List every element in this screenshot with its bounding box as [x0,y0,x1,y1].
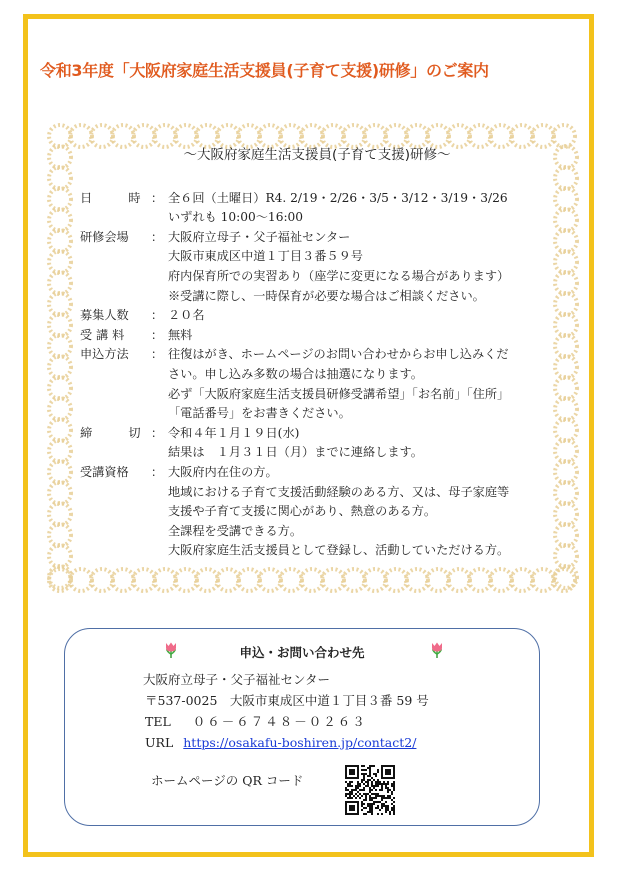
info-row-application [80,345,554,423]
lace-scallop [427,569,449,591]
info-line: 地域における子育て支援活動経験のある方、又は、母子家庭等 [168,484,510,499]
lace-scallop [469,125,491,147]
course-subtitle: ～大阪府家庭生活支援員(子育て支援)研修～ [183,147,451,163]
qr-code[interactable] [345,765,395,815]
lace-scallop [448,125,470,147]
info-label: 受講資格 [80,464,129,479]
lace-scallop [49,419,71,441]
info-label: 申込方法 [80,347,129,362]
info-line: 「電話番号」をお書きください。 [168,406,351,421]
info-line: 必ず「大阪府家庭生活支援員研修受講希望」「お名前」「住所」 [168,386,510,401]
lace-scallop [154,569,176,591]
info-line: 大阪府家庭生活支援員として登録し、活動していただける方。 [168,543,510,558]
info-separator: ： [150,327,164,342]
lace-scallop [322,125,344,147]
lace-scallop [49,356,71,378]
info-line: 往復はがき、ホームページのお問い合わせからお申し込みくだ [168,347,509,362]
lace-scallop [555,482,577,504]
lace-scallop [49,569,71,591]
lace-scallop [511,125,533,147]
lace-scallop [555,440,577,462]
lace-scallop [555,377,577,399]
lace-scallop [532,125,554,147]
lace-scallop [427,125,449,147]
lace-scallop [91,569,113,591]
lace-scallop [448,569,470,591]
lace-scallop [49,461,71,483]
contact-url [145,732,429,753]
lace-scallop [49,440,71,462]
lace-scallop [406,569,428,591]
lace-scallop [555,398,577,420]
info-row-capacity [80,306,554,326]
lace-scallop [49,398,71,420]
contact-link[interactable]: https://osakafu-boshiren.jp/contact2/ [183,735,417,750]
lace-scallop [196,569,218,591]
info-label: 研修会場 [80,229,129,244]
lace-scallop [112,569,134,591]
lace-scallop [301,569,323,591]
info-line: 大阪市東成区中道１丁目３番５９号 [168,249,363,264]
lace-scallop [490,125,512,147]
info-label: 募集人数 [80,308,129,323]
lace-scallop [49,188,71,210]
lace-scallop [49,167,71,189]
contact-tel [145,711,429,732]
info-separator: ： [150,229,164,244]
lace-scallop [49,524,71,546]
lace-scallop [49,230,71,252]
lace-scallop [555,545,577,567]
lace-scallop [49,293,71,315]
lace-scallop [49,209,71,231]
info-line: 全課程を受講できる方。 [168,523,303,538]
tel-number: ０６－６７４８－０２６３ [192,714,367,729]
lace-scallop [49,314,71,336]
lace-scallop [490,569,512,591]
lace-scallop [343,125,365,147]
info-line: 全６回（土曜日）R4. 2/19・2/26・3/5・3/12・3/19・3/26 [168,190,508,205]
lace-scallop [196,125,218,147]
lace-scallop [49,146,71,168]
lace-scallop [555,356,577,378]
info-row-schedule [80,189,554,228]
lace-scallop [70,569,92,591]
lace-scallop [280,569,302,591]
lace-scallop [217,125,239,147]
lace-scallop [49,251,71,273]
info-row-venue [80,228,554,306]
lace-scallop [49,503,71,525]
info-row-eligibility [80,463,554,561]
info-line: 大阪府内在住の方。 [168,464,278,479]
lace-scallop [133,125,155,147]
info-line: 令和４年１月１９日(水) [168,425,300,440]
lace-scallop [385,125,407,147]
lace-scallop [364,125,386,147]
info-separator: ： [150,347,164,362]
tel-label: TEL [145,714,171,729]
info-label: 日 時 [80,190,153,205]
info-line: 結果は １月３１日（月）までに連絡します。 [168,445,423,460]
lace-scallop [555,335,577,357]
lace-scallop [70,125,92,147]
lace-scallop [175,125,197,147]
lace-scallop [280,125,302,147]
info-label: 締 切 [80,425,153,440]
info-line: いずれも 10:00～16:00 [168,210,304,225]
lace-scallop [238,125,260,147]
lace-scallop [49,125,71,147]
lace-scallop [553,125,575,147]
lace-scallop [175,569,197,591]
lace-scallop [49,545,71,567]
lace-scallop [364,569,386,591]
url-label: URL [145,735,174,750]
lace-scallop [555,461,577,483]
lace-scallop [133,569,155,591]
lace-scallop [555,251,577,273]
info-separator: ： [150,425,164,440]
info-label: 受 講 料 [80,327,125,342]
lace-scallop [301,125,323,147]
info-separator: ： [150,308,164,323]
lace-scallop [555,188,577,210]
lace-scallop [154,125,176,147]
lace-scallop [259,569,281,591]
contact-box [64,628,540,826]
lace-scallop [49,335,71,357]
info-line: 支援や子育て支援に関心があり、熱意のある方。 [168,504,437,519]
lace-scallop [49,482,71,504]
info-separator: ： [150,464,164,479]
lace-scallop [49,377,71,399]
lace-scallop [555,209,577,231]
lace-scallop [322,569,344,591]
lace-scallop [259,125,281,147]
qr-label: ホームページの QR コード [151,773,304,788]
lace-scallop [555,230,577,252]
lace-scallop [91,125,113,147]
lace-scallop [406,125,428,147]
lace-scallop [343,569,365,591]
page-title: 令和3年度「大阪府家庭生活支援員(子育て支援)研修」のご案内 [40,61,489,80]
lace-scallop [532,569,554,591]
contact-org: 大阪府立母子・父子福祉センター [143,672,331,687]
lace-scallop [469,569,491,591]
info-row-deadline [80,424,554,463]
lace-scallop [555,293,577,315]
info-line: ※受講に際し、一時保育が必要な場合はご相談ください。 [168,288,485,303]
info-row-fee [80,326,554,346]
contact-address: 〒537-0025 大阪市東成区中道１丁目３番 59 号 [145,693,429,708]
info-line: 府内保育所での実習あり（座学に変更になる場合があります） [168,268,510,283]
info-line: 大阪府立母子・父子福祉センター [168,229,351,244]
lace-scallop [238,569,260,591]
contact-heading: 申込・お問い合わせ先 [239,645,365,660]
lace-scallop [555,272,577,294]
lace-scallop [385,569,407,591]
lace-scallop [49,272,71,294]
lace-scallop [555,146,577,168]
info-line: ２０名 [168,308,205,323]
lace-scallop [555,503,577,525]
lace-scallop [555,419,577,441]
info-line: さい。申し込み多数の場合は抽選になります。 [168,366,423,381]
lace-scallop [511,569,533,591]
info-separator: ： [150,190,164,205]
info-line: 無料 [168,327,193,342]
lace-scallop [555,167,577,189]
lace-scallop [112,125,134,147]
course-info [80,146,554,561]
lace-scallop [555,314,577,336]
lace-scallop [555,524,577,546]
tulip-icon [429,641,445,659]
lace-scallop [217,569,239,591]
